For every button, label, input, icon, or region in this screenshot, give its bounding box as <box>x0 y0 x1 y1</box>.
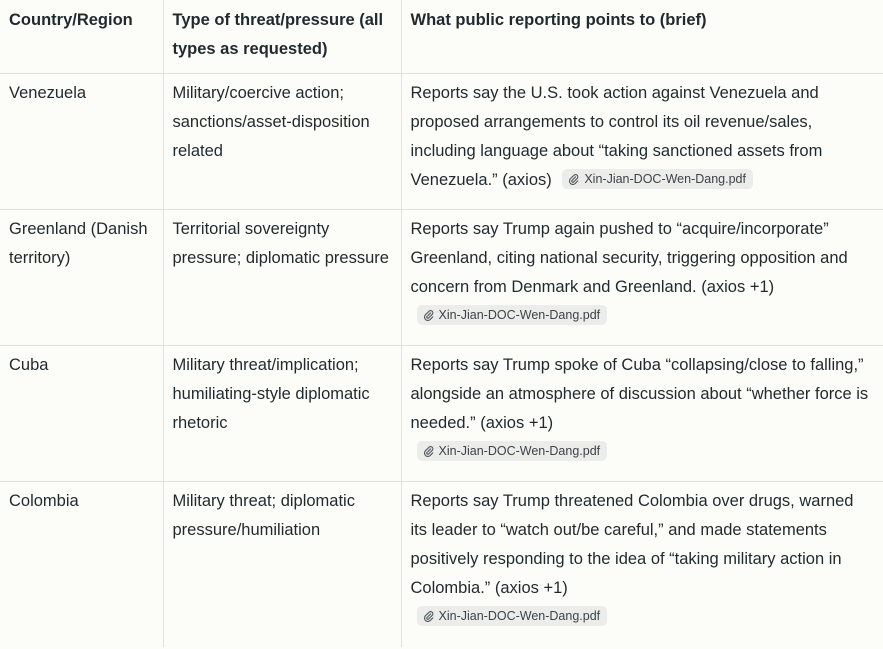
paperclip-icon <box>423 610 434 622</box>
cell-type: Territorial sovereignty pressure; diplomatic pressure <box>163 210 401 346</box>
citation-label: Xin-Jian-DOC-Wen-Dang.pdf <box>438 308 601 322</box>
reporting-text: Reports say Trump spoke of Cuba “collapsing/close to falling,” alongside an atmosphere of discussion about “whether force is needed.” (axios +1) <box>410 356 869 432</box>
reporting-text: Reports say Trump threatened Colombia over drugs, warned its leader to “watch out/be careful,” and made statements positively responding to the idea of “taking military action in Colombia.” (axios +1) <box>410 492 854 597</box>
cell-reporting <box>401 346 883 482</box>
reporting-text: Reports say the U.S. took action against Venezuela and proposed arrangements to control its oil revenue/sales, including language about “taking sanctioned assets from Venezuela.” (axios) <box>410 84 823 189</box>
cell-type: Military threat/implication; humiliating-style diplomatic rhetoric <box>163 346 401 482</box>
citation-chip[interactable] <box>562 169 753 189</box>
table-row <box>0 482 883 647</box>
citation-chip[interactable] <box>417 305 608 325</box>
header-reporting: What public reporting points to (brief) <box>401 0 883 74</box>
header-country: Country/Region <box>0 0 163 74</box>
cell-type: Military threat; diplomatic pressure/humiliation <box>163 482 401 647</box>
cell-reporting <box>401 210 883 346</box>
citation-chip[interactable] <box>417 606 608 626</box>
citation-label: Xin-Jian-DOC-Wen-Dang.pdf <box>438 609 601 623</box>
citation-chip[interactable] <box>417 441 608 461</box>
cell-country: Venezuela <box>0 74 163 210</box>
table-row <box>0 346 883 482</box>
cell-reporting <box>401 482 883 647</box>
cell-country: Colombia <box>0 482 163 647</box>
table-row <box>0 210 883 346</box>
header-type: Type of threat/pressure (all types as requested) <box>163 0 401 74</box>
table-row <box>0 74 883 210</box>
paperclip-icon <box>423 445 434 457</box>
paperclip-icon <box>568 173 579 185</box>
citation-label: Xin-Jian-DOC-Wen-Dang.pdf <box>438 444 601 458</box>
paperclip-icon <box>423 309 434 321</box>
table-header-row <box>0 0 883 74</box>
cell-type: Military/coercive action; sanctions/asset-disposition related <box>163 74 401 210</box>
cell-country: Cuba <box>0 346 163 482</box>
cell-country: Greenland (Danish territory) <box>0 210 163 346</box>
citation-label: Xin-Jian-DOC-Wen-Dang.pdf <box>584 172 746 186</box>
reporting-text: Reports say Trump again pushed to “acquire/incorporate” Greenland, citing national security, triggering opposition and concern from Denmark and Greenland. (axios +1) <box>410 220 848 296</box>
cell-reporting <box>401 74 883 210</box>
